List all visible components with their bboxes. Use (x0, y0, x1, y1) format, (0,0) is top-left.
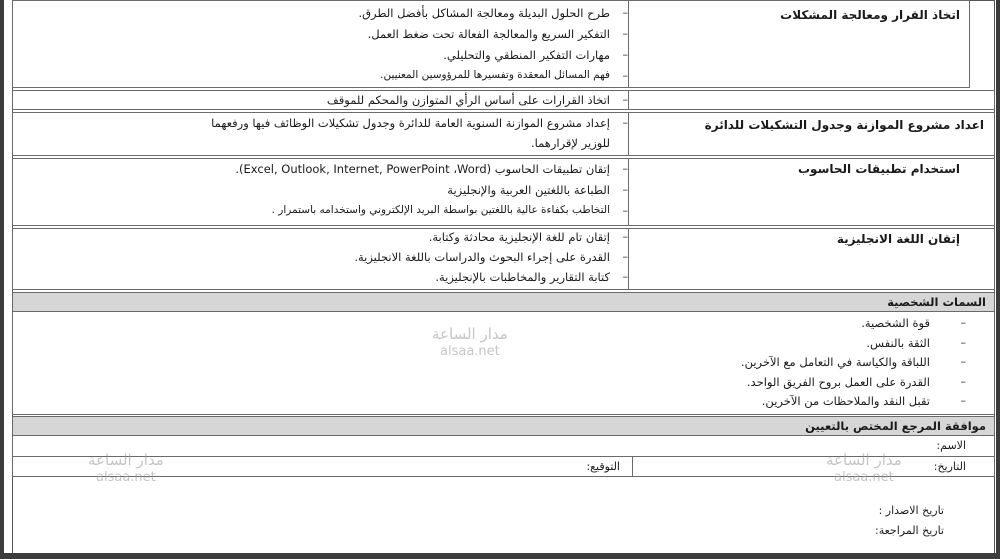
dash-icon: – (622, 116, 628, 129)
column-divider (628, 158, 629, 226)
dash-icon: – (622, 162, 628, 175)
scan-edge-right (996, 0, 1000, 559)
watermark: مدار الساعة alsaa.net (432, 325, 508, 359)
english-list (354, 230, 628, 290)
scan-edge-left (0, 0, 4, 559)
list-item: اتخاذ القرارات على أساس الرأي المتوازن والمحكم للموقف – (326, 93, 628, 107)
section-label-budget: اعداد مشروع الموازنة وجدول التشكيلات للدائرة (704, 118, 984, 132)
scan-edge-bottom (0, 553, 1000, 559)
column-divider (628, 228, 629, 290)
section-label-english: إتقان اللغة الانجليزية (836, 232, 960, 246)
dash-icon: – (960, 355, 966, 368)
section-label-computer-skills: استخدام تطبيقات الحاسوب (797, 162, 960, 176)
dash-icon: – (622, 48, 628, 61)
name-label: الاسم: (936, 439, 966, 452)
list-item: الطباعة باللغتين العربية والإنجليزية – (447, 183, 628, 197)
approval-column-divider (632, 456, 633, 477)
dash-icon: – (622, 250, 628, 263)
list-item: إعداد مشروع الموازنة السنوية العامة للدائرة وجدول تشكيلات الوظائف فيها ورفعهما – (211, 116, 628, 130)
list-item: إتقان تطبيقات الحاسوب (Excel, Outlook, Internet, PowerPoint ،Word). – (235, 162, 628, 176)
dash-icon: – (622, 270, 628, 283)
dash-icon: – (622, 6, 628, 19)
signature-label: التوقيع: (586, 460, 620, 473)
dash-icon: – (622, 27, 628, 40)
dash-icon: – (960, 316, 966, 329)
column-divider (628, 90, 629, 110)
computer-skills-list (235, 162, 628, 225)
list-item: تقبل النقد والملاحظات من الآخرين. – (761, 394, 966, 408)
dash-icon: – (960, 335, 966, 349)
list-item: القدرة على إجراء البحوث والدراسات باللغة الانجليزية. – (354, 250, 628, 264)
dash-icon: – (622, 230, 628, 243)
dash-icon: – (622, 204, 628, 217)
list-item: التفكير السريع والمعالجة الفعالة تحت ضغط العمل. – (367, 27, 628, 41)
decision-making-list (358, 6, 628, 90)
list-item: قوة الشخصية. – (861, 316, 966, 330)
list-item: إتقان تام للغة الإنجليزية محادثة وكتابة. – (428, 230, 628, 244)
budget-list (211, 116, 628, 156)
date-label: التاريخ: (933, 460, 966, 473)
dash-icon: – (960, 374, 966, 388)
list-item: اللباقة والكياسة في التعامل مع الآخرين. – (740, 355, 966, 369)
column-divider (628, 0, 629, 88)
review-date-label: تاريخ المراجعة: (875, 524, 944, 537)
watermark: مدار الساعة alsaa.net (826, 451, 902, 485)
column-divider (628, 112, 629, 156)
personal-traits-header: السمات الشخصية (12, 292, 995, 312)
dash-icon: – (622, 183, 628, 196)
dash-icon: – (960, 394, 966, 407)
watermark: مدار الساعة alsaa.net (88, 451, 164, 485)
personal-traits-list (740, 316, 966, 414)
list-item: الثقة بالنفس. – (866, 335, 966, 350)
dash-icon: – (622, 69, 628, 82)
list-item: للوزير لإقرارهما. (530, 136, 610, 150)
balanced-decisions-list (326, 93, 628, 107)
list-item: مهارات التفكير المنطقي والتحليلي. – (443, 48, 628, 62)
list-item: كتابة التقارير والمخاطبات بالإنجليزية. – (435, 270, 628, 284)
list-item: طرح الحلول البديلة ومعالجة المشاكل بأفضل الطرق. – (358, 6, 628, 20)
list-item: التخاطب بكفاءة عالية باللغتين بواسطة البريد الإلكتروني واستخدامه باستمرار . – (271, 204, 628, 217)
list-item: فهم المسائل المعقدة وتفسيرها للمرؤوسين المعنيين. – (380, 69, 628, 82)
list-item: القدرة على العمل بروح الفريق الواحد. – (746, 374, 966, 389)
dash-icon: – (622, 93, 628, 106)
issue-date-label: تاريخ الاصدار : (878, 504, 944, 517)
section-label-decision-making: اتخاذ القرار ومعالجة المشكلات (780, 8, 960, 22)
approval-header: موافقة المرجع المختص بالتعيين (12, 416, 995, 436)
